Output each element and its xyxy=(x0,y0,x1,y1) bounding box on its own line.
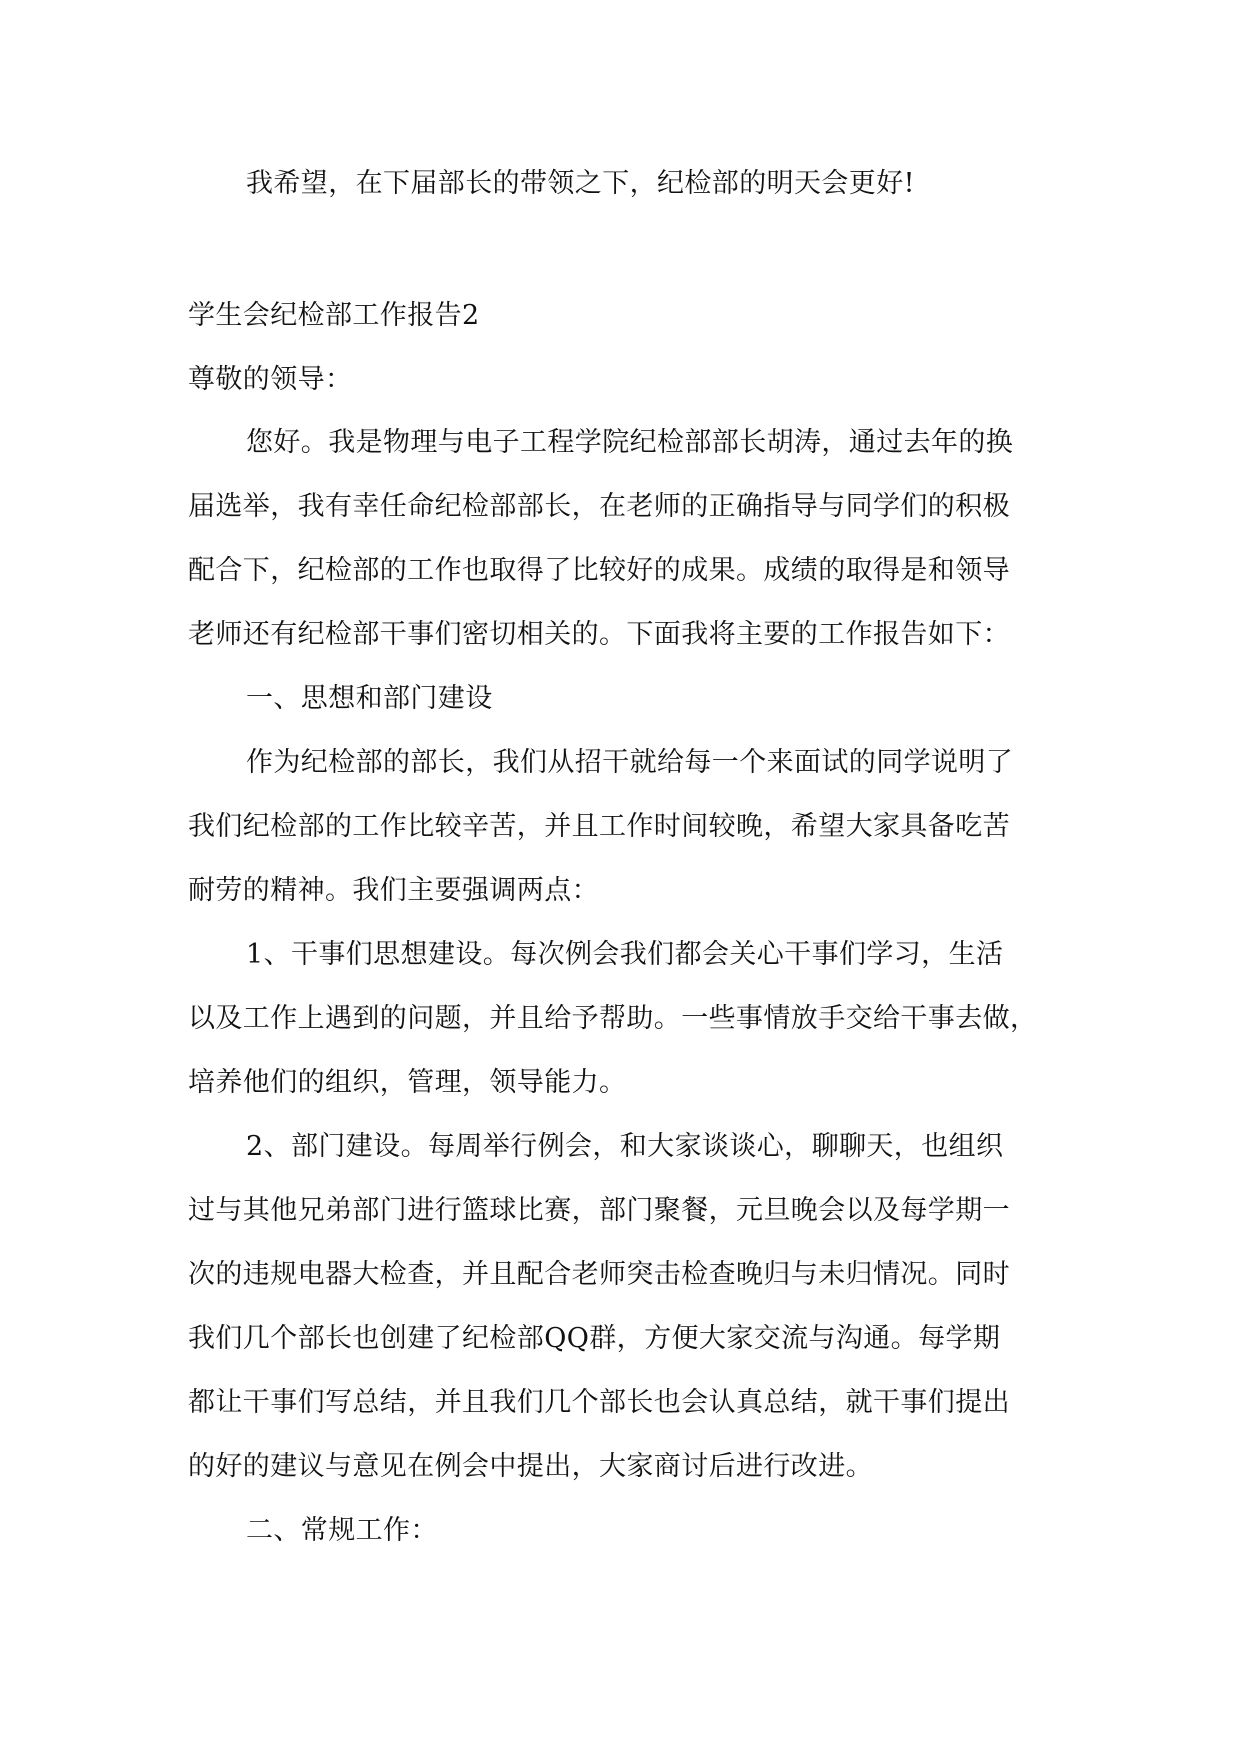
paragraph-line: 您好。我是物理与电子工程学院纪检部部长胡涛，通过去年的换 xyxy=(246,427,1014,458)
salutation: 尊敬的领导： xyxy=(188,364,353,395)
paragraph-line: 我们几个部长也创建了纪检部QQ群，方便大家交流与沟通。每学期 xyxy=(188,1323,1001,1354)
paragraph-line: 次的违规电器大检查，并且配合老师突击检查晚归与未归情况。同时 xyxy=(188,1259,1010,1290)
paragraph-line: 以及工作上遇到的问题，并且给予帮助。一些事情放手交给干事去做， xyxy=(188,1003,1038,1034)
paragraph-line: 的好的建议与意见在例会中提出，大家商讨后进行改进。 xyxy=(188,1451,873,1482)
paragraph-line: 老师还有纪检部干事们密切相关的。下面我将主要的工作报告如下： xyxy=(188,619,1010,650)
paragraph-line: 2、部门建设。每周举行例会，和大家谈谈心，聊聊天，也组织 xyxy=(246,1131,1004,1162)
paragraph-line: 培养他们的组织，管理，领导能力。 xyxy=(188,1067,627,1098)
report-title: 学生会纪检部工作报告2 xyxy=(188,300,480,331)
section-heading-1: 一、思想和部门建设 xyxy=(246,683,493,714)
paragraph-line: 配合下，纪检部的工作也取得了比较好的成果。成绩的取得是和领导 xyxy=(188,555,1010,586)
closing-line: 我希望，在下届部长的带领之下，纪检部的明天会更好! xyxy=(246,168,915,199)
paragraph-line: 过与其他兄弟部门进行篮球比赛，部门聚餐，元旦晚会以及每学期一 xyxy=(188,1195,1010,1226)
paragraph-line: 都让干事们写总结，并且我们几个部长也会认真总结，就干事们提出 xyxy=(188,1387,1010,1418)
paragraph-line: 届选举，我有幸任命纪检部部长，在老师的正确指导与同学们的积极 xyxy=(188,491,1010,522)
paragraph-line: 我们纪检部的工作比较辛苦，并且工作时间较晚，希望大家具备吃苦 xyxy=(188,811,1010,842)
section-heading-2: 二、常规工作： xyxy=(246,1515,438,1546)
paragraph-line: 1、干事们思想建设。每次例会我们都会关心干事们学习，生活 xyxy=(246,939,1004,970)
paragraph-line: 耐劳的精神。我们主要强调两点： xyxy=(188,875,599,906)
paragraph-line: 作为纪检部的部长，我们从招干就给每一个来面试的同学说明了 xyxy=(246,747,1014,778)
